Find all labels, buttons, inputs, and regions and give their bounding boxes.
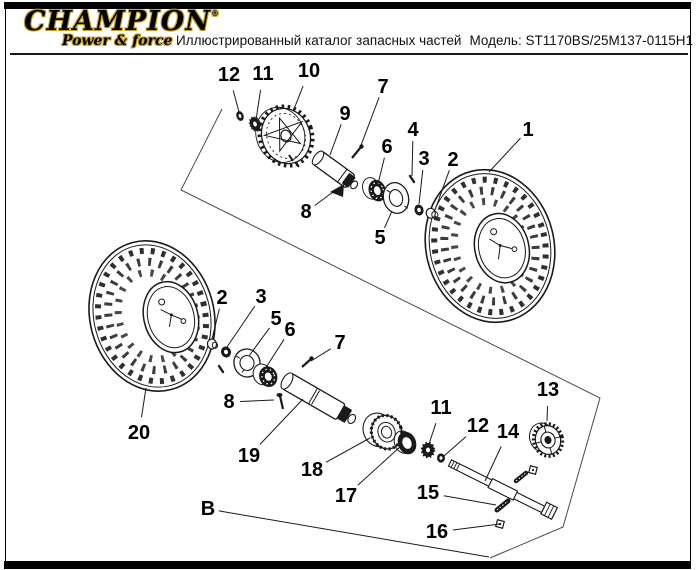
callout-label-2: 2	[216, 287, 228, 309]
callout-label-9: 9	[339, 103, 351, 125]
callout-label-20: 20	[127, 422, 151, 444]
callout-label-6: 6	[284, 319, 296, 341]
callout-label-10: 10	[297, 60, 321, 82]
callout-label-3: 3	[255, 286, 267, 308]
registered-mark-icon: ®	[210, 8, 220, 18]
callout-label-4: 4	[407, 119, 419, 141]
callout-label-8: 8	[223, 391, 235, 413]
callout-label-5: 5	[374, 227, 386, 249]
brand-tagline: Power & force	[62, 33, 173, 49]
callout-label-16: 16	[425, 521, 449, 543]
catalog-title-text: Иллюстрированный каталог запасных частей	[176, 33, 462, 48]
model-number-text: Модель: ST1170BS/25M137-0115H1	[469, 33, 694, 48]
callout-label-15: 15	[416, 482, 440, 504]
callout-label-12: 12	[217, 64, 241, 86]
callout-label-17: 17	[334, 485, 358, 507]
callout-label-2: 2	[447, 149, 459, 171]
callout-label-6: 6	[381, 136, 393, 158]
callout-label-13: 13	[536, 379, 560, 401]
callout-label-12: 12	[466, 415, 490, 437]
bottom-black-bar	[4, 561, 691, 569]
callout-label-7: 7	[377, 76, 389, 98]
callout-label-5: 5	[270, 308, 282, 330]
callout-label-B: B	[200, 498, 216, 520]
callout-label-11: 11	[430, 397, 452, 419]
callout-label-7: 7	[334, 332, 346, 354]
callout-label-1: 1	[522, 119, 534, 141]
callout-label-11: 11	[252, 63, 274, 85]
callout-label-18: 18	[300, 459, 324, 481]
callout-label-8: 8	[300, 201, 312, 223]
callout-label-19: 19	[237, 445, 261, 467]
brand-name: CHAMPION®	[24, 6, 220, 37]
callout-label-3: 3	[418, 148, 430, 170]
callout-label-14: 14	[496, 421, 520, 443]
